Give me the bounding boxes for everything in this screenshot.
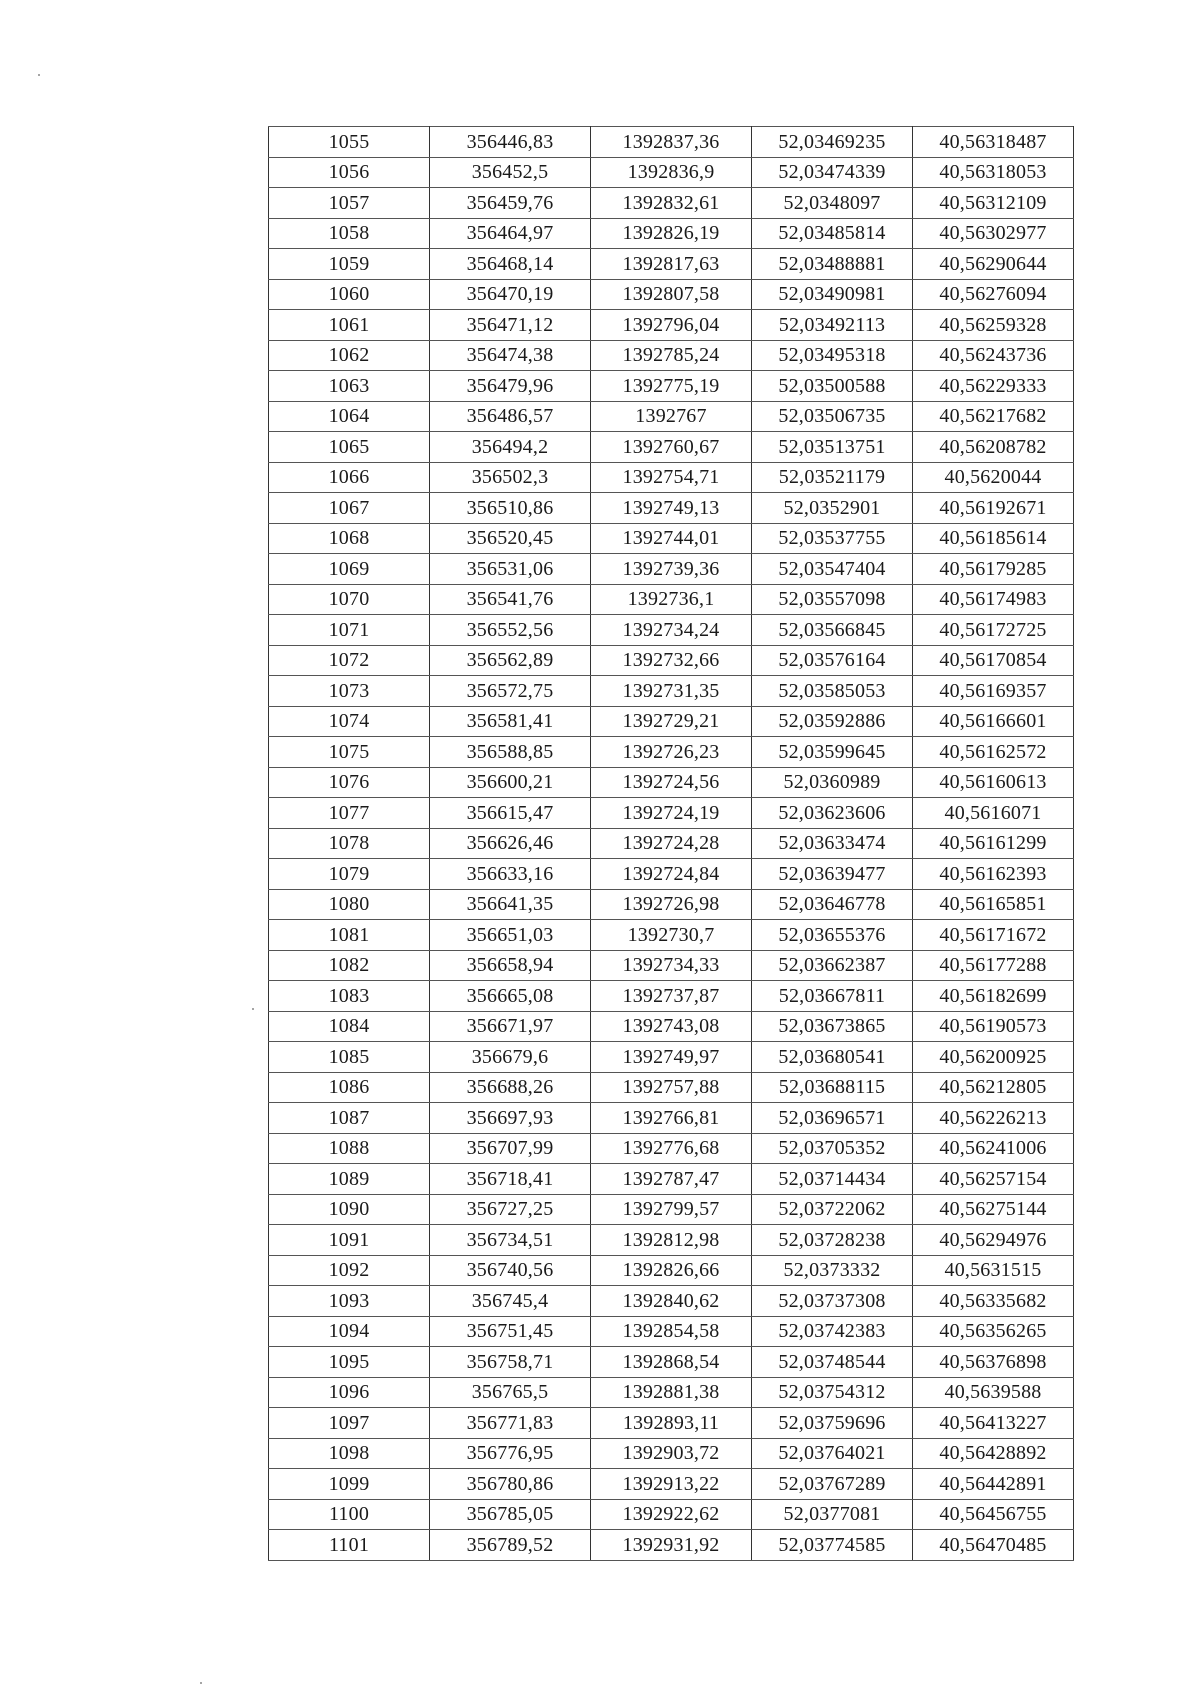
point-number-cell: 1058: [269, 218, 430, 249]
latitude-cell: 52,03506735: [752, 401, 913, 432]
latitude-cell: 52,03469235: [752, 127, 913, 158]
longitude-cell: 40,56241006: [913, 1133, 1074, 1164]
y-coordinate-cell: 1392726,98: [591, 889, 752, 920]
x-coordinate-cell: 356734,51: [430, 1225, 591, 1256]
y-coordinate-cell: 1392734,24: [591, 615, 752, 646]
table-row: [269, 859, 1074, 890]
y-coordinate-cell: 1392826,19: [591, 218, 752, 249]
coordinates-table-body: [269, 127, 1074, 1561]
y-coordinate-cell: 1392731,35: [591, 676, 752, 707]
longitude-cell: 40,56257154: [913, 1164, 1074, 1195]
latitude-cell: 52,03673865: [752, 1011, 913, 1042]
x-coordinate-cell: 356446,83: [430, 127, 591, 158]
point-number-cell: 1092: [269, 1255, 430, 1286]
point-number-cell: 1099: [269, 1469, 430, 1500]
scan-speck: [252, 1008, 254, 1010]
point-number-cell: 1057: [269, 188, 430, 219]
x-coordinate-cell: 356651,03: [430, 920, 591, 951]
point-number-cell: 1081: [269, 920, 430, 951]
table-row: [269, 1011, 1074, 1042]
y-coordinate-cell: 1392799,57: [591, 1194, 752, 1225]
point-number-cell: 1078: [269, 828, 430, 859]
latitude-cell: 52,03680541: [752, 1042, 913, 1073]
point-number-cell: 1082: [269, 950, 430, 981]
longitude-cell: 40,56356265: [913, 1316, 1074, 1347]
x-coordinate-cell: 356520,45: [430, 523, 591, 554]
latitude-cell: 52,03639477: [752, 859, 913, 890]
x-coordinate-cell: 356697,93: [430, 1103, 591, 1134]
point-number-cell: 1079: [269, 859, 430, 890]
point-number-cell: 1101: [269, 1530, 430, 1561]
longitude-cell: 40,56182699: [913, 981, 1074, 1012]
table-row: [269, 523, 1074, 554]
y-coordinate-cell: 1392931,92: [591, 1530, 752, 1561]
y-coordinate-cell: 1392787,47: [591, 1164, 752, 1195]
latitude-cell: 52,03748544: [752, 1347, 913, 1378]
latitude-cell: 52,03547404: [752, 554, 913, 585]
longitude-cell: 40,56200925: [913, 1042, 1074, 1073]
point-number-cell: 1059: [269, 249, 430, 280]
y-coordinate-cell: 1392854,58: [591, 1316, 752, 1347]
point-number-cell: 1083: [269, 981, 430, 1012]
y-coordinate-cell: 1392736,1: [591, 584, 752, 615]
latitude-cell: 52,03492113: [752, 310, 913, 341]
table-row: [269, 584, 1074, 615]
x-coordinate-cell: 356600,21: [430, 767, 591, 798]
x-coordinate-cell: 356615,47: [430, 798, 591, 829]
x-coordinate-cell: 356785,05: [430, 1499, 591, 1530]
point-number-cell: 1070: [269, 584, 430, 615]
longitude-cell: 40,56294976: [913, 1225, 1074, 1256]
table-row: [269, 950, 1074, 981]
latitude-cell: 52,03764021: [752, 1438, 913, 1469]
point-number-cell: 1089: [269, 1164, 430, 1195]
point-number-cell: 1075: [269, 737, 430, 768]
y-coordinate-cell: 1392732,66: [591, 645, 752, 676]
x-coordinate-cell: 356671,97: [430, 1011, 591, 1042]
longitude-cell: 40,56162572: [913, 737, 1074, 768]
table-row: [269, 462, 1074, 493]
latitude-cell: 52,03623606: [752, 798, 913, 829]
table-row: [269, 920, 1074, 951]
latitude-cell: 52,03767289: [752, 1469, 913, 1500]
longitude-cell: 40,56170854: [913, 645, 1074, 676]
latitude-cell: 52,03576164: [752, 645, 913, 676]
table-row: [269, 1255, 1074, 1286]
longitude-cell: 40,56162393: [913, 859, 1074, 890]
x-coordinate-cell: 356727,25: [430, 1194, 591, 1225]
latitude-cell: 52,03633474: [752, 828, 913, 859]
table-row: [269, 889, 1074, 920]
latitude-cell: 52,03490981: [752, 279, 913, 310]
y-coordinate-cell: 1392832,61: [591, 188, 752, 219]
table-row: [269, 1499, 1074, 1530]
longitude-cell: 40,56208782: [913, 432, 1074, 463]
latitude-cell: 52,03500588: [752, 371, 913, 402]
longitude-cell: 40,56160613: [913, 767, 1074, 798]
point-number-cell: 1095: [269, 1347, 430, 1378]
y-coordinate-cell: 1392729,21: [591, 706, 752, 737]
latitude-cell: 52,0360989: [752, 767, 913, 798]
point-number-cell: 1074: [269, 706, 430, 737]
x-coordinate-cell: 356765,5: [430, 1377, 591, 1408]
table-row: [269, 1408, 1074, 1439]
x-coordinate-cell: 356541,76: [430, 584, 591, 615]
longitude-cell: 40,5616071: [913, 798, 1074, 829]
longitude-cell: 40,56174983: [913, 584, 1074, 615]
latitude-cell: 52,03646778: [752, 889, 913, 920]
latitude-cell: 52,0352901: [752, 493, 913, 524]
x-coordinate-cell: 356562,89: [430, 645, 591, 676]
point-number-cell: 1087: [269, 1103, 430, 1134]
point-number-cell: 1062: [269, 340, 430, 371]
table-row: [269, 1072, 1074, 1103]
point-number-cell: 1086: [269, 1072, 430, 1103]
table-row: [269, 1225, 1074, 1256]
y-coordinate-cell: 1392744,01: [591, 523, 752, 554]
x-coordinate-cell: 356552,56: [430, 615, 591, 646]
x-coordinate-cell: 356470,19: [430, 279, 591, 310]
latitude-cell: 52,03667811: [752, 981, 913, 1012]
coordinates-table: [268, 126, 1074, 1561]
x-coordinate-cell: 356688,26: [430, 1072, 591, 1103]
x-coordinate-cell: 356474,38: [430, 340, 591, 371]
x-coordinate-cell: 356745,4: [430, 1286, 591, 1317]
table-row: [269, 798, 1074, 829]
y-coordinate-cell: 1392785,24: [591, 340, 752, 371]
latitude-cell: 52,03537755: [752, 523, 913, 554]
table-row: [269, 828, 1074, 859]
longitude-cell: 40,56302977: [913, 218, 1074, 249]
latitude-cell: 52,03495318: [752, 340, 913, 371]
x-coordinate-cell: 356510,86: [430, 493, 591, 524]
point-number-cell: 1060: [269, 279, 430, 310]
y-coordinate-cell: 1392812,98: [591, 1225, 752, 1256]
y-coordinate-cell: 1392868,54: [591, 1347, 752, 1378]
y-coordinate-cell: 1392775,19: [591, 371, 752, 402]
table-row: [269, 1103, 1074, 1134]
point-number-cell: 1080: [269, 889, 430, 920]
table-row: [269, 157, 1074, 188]
latitude-cell: 52,03655376: [752, 920, 913, 951]
x-coordinate-cell: 356776,95: [430, 1438, 591, 1469]
y-coordinate-cell: 1392922,62: [591, 1499, 752, 1530]
latitude-cell: 52,03754312: [752, 1377, 913, 1408]
x-coordinate-cell: 356486,57: [430, 401, 591, 432]
latitude-cell: 52,03759696: [752, 1408, 913, 1439]
longitude-cell: 40,56470485: [913, 1530, 1074, 1561]
longitude-cell: 40,56212805: [913, 1072, 1074, 1103]
latitude-cell: 52,0377081: [752, 1499, 913, 1530]
y-coordinate-cell: 1392817,63: [591, 249, 752, 280]
table-row: [269, 1347, 1074, 1378]
x-coordinate-cell: 356452,5: [430, 157, 591, 188]
table-row: [269, 249, 1074, 280]
point-number-cell: 1072: [269, 645, 430, 676]
table-row: [269, 279, 1074, 310]
latitude-cell: 52,03728238: [752, 1225, 913, 1256]
y-coordinate-cell: 1392724,19: [591, 798, 752, 829]
y-coordinate-cell: 1392734,33: [591, 950, 752, 981]
point-number-cell: 1065: [269, 432, 430, 463]
table-row: [269, 127, 1074, 158]
latitude-cell: 52,03474339: [752, 157, 913, 188]
latitude-cell: 52,03599645: [752, 737, 913, 768]
y-coordinate-cell: 1392903,72: [591, 1438, 752, 1469]
x-coordinate-cell: 356464,97: [430, 218, 591, 249]
latitude-cell: 52,0348097: [752, 188, 913, 219]
latitude-cell: 52,03774585: [752, 1530, 913, 1561]
table-row: [269, 371, 1074, 402]
point-number-cell: 1091: [269, 1225, 430, 1256]
longitude-cell: 40,56275144: [913, 1194, 1074, 1225]
point-number-cell: 1084: [269, 1011, 430, 1042]
longitude-cell: 40,56172725: [913, 615, 1074, 646]
longitude-cell: 40,56318053: [913, 157, 1074, 188]
y-coordinate-cell: 1392836,9: [591, 157, 752, 188]
point-number-cell: 1077: [269, 798, 430, 829]
latitude-cell: 52,03696571: [752, 1103, 913, 1134]
longitude-cell: 40,56171672: [913, 920, 1074, 951]
table-row: [269, 1438, 1074, 1469]
x-coordinate-cell: 356633,16: [430, 859, 591, 890]
x-coordinate-cell: 356471,12: [430, 310, 591, 341]
y-coordinate-cell: 1392796,04: [591, 310, 752, 341]
point-number-cell: 1073: [269, 676, 430, 707]
longitude-cell: 40,56376898: [913, 1347, 1074, 1378]
table-row: [269, 493, 1074, 524]
table-row: [269, 981, 1074, 1012]
longitude-cell: 40,56217682: [913, 401, 1074, 432]
longitude-cell: 40,56442891: [913, 1469, 1074, 1500]
y-coordinate-cell: 1392776,68: [591, 1133, 752, 1164]
table-row: [269, 401, 1074, 432]
y-coordinate-cell: 1392893,11: [591, 1408, 752, 1439]
x-coordinate-cell: 356771,83: [430, 1408, 591, 1439]
longitude-cell: 40,56243736: [913, 340, 1074, 371]
y-coordinate-cell: 1392737,87: [591, 981, 752, 1012]
latitude-cell: 52,03737308: [752, 1286, 913, 1317]
table-row: [269, 218, 1074, 249]
y-coordinate-cell: 1392881,38: [591, 1377, 752, 1408]
longitude-cell: 40,56192671: [913, 493, 1074, 524]
point-number-cell: 1090: [269, 1194, 430, 1225]
longitude-cell: 40,56318487: [913, 127, 1074, 158]
y-coordinate-cell: 1392754,71: [591, 462, 752, 493]
longitude-cell: 40,5639588: [913, 1377, 1074, 1408]
x-coordinate-cell: 356665,08: [430, 981, 591, 1012]
x-coordinate-cell: 356679,6: [430, 1042, 591, 1073]
latitude-cell: 52,03521179: [752, 462, 913, 493]
longitude-cell: 40,56312109: [913, 188, 1074, 219]
y-coordinate-cell: 1392837,36: [591, 127, 752, 158]
point-number-cell: 1093: [269, 1286, 430, 1317]
point-number-cell: 1071: [269, 615, 430, 646]
table-row: [269, 340, 1074, 371]
longitude-cell: 40,56456755: [913, 1499, 1074, 1530]
latitude-cell: 52,03722062: [752, 1194, 913, 1225]
point-number-cell: 1061: [269, 310, 430, 341]
x-coordinate-cell: 356780,86: [430, 1469, 591, 1500]
longitude-cell: 40,56229333: [913, 371, 1074, 402]
table-row: [269, 1469, 1074, 1500]
longitude-cell: 40,56161299: [913, 828, 1074, 859]
y-coordinate-cell: 1392724,56: [591, 767, 752, 798]
longitude-cell: 40,56165851: [913, 889, 1074, 920]
longitude-cell: 40,56185614: [913, 523, 1074, 554]
latitude-cell: 52,03488881: [752, 249, 913, 280]
y-coordinate-cell: 1392760,67: [591, 432, 752, 463]
latitude-cell: 52,03662387: [752, 950, 913, 981]
y-coordinate-cell: 1392749,97: [591, 1042, 752, 1073]
longitude-cell: 40,56169357: [913, 676, 1074, 707]
longitude-cell: 40,56259328: [913, 310, 1074, 341]
point-number-cell: 1097: [269, 1408, 430, 1439]
table-row: [269, 188, 1074, 219]
x-coordinate-cell: 356588,85: [430, 737, 591, 768]
x-coordinate-cell: 356459,76: [430, 188, 591, 219]
latitude-cell: 52,03742383: [752, 1316, 913, 1347]
longitude-cell: 40,56290644: [913, 249, 1074, 280]
y-coordinate-cell: 1392730,7: [591, 920, 752, 951]
latitude-cell: 52,0373332: [752, 1255, 913, 1286]
latitude-cell: 52,03557098: [752, 584, 913, 615]
y-coordinate-cell: 1392724,28: [591, 828, 752, 859]
latitude-cell: 52,03566845: [752, 615, 913, 646]
table-row: [269, 706, 1074, 737]
longitude-cell: 40,56177288: [913, 950, 1074, 981]
longitude-cell: 40,5620044: [913, 462, 1074, 493]
point-number-cell: 1096: [269, 1377, 430, 1408]
y-coordinate-cell: 1392757,88: [591, 1072, 752, 1103]
x-coordinate-cell: 356626,46: [430, 828, 591, 859]
table-row: [269, 1164, 1074, 1195]
table-row: [269, 1316, 1074, 1347]
point-number-cell: 1066: [269, 462, 430, 493]
x-coordinate-cell: 356494,2: [430, 432, 591, 463]
point-number-cell: 1068: [269, 523, 430, 554]
point-number-cell: 1076: [269, 767, 430, 798]
point-number-cell: 1055: [269, 127, 430, 158]
x-coordinate-cell: 356718,41: [430, 1164, 591, 1195]
x-coordinate-cell: 356658,94: [430, 950, 591, 981]
longitude-cell: 40,56413227: [913, 1408, 1074, 1439]
table-row: [269, 1286, 1074, 1317]
table-row: [269, 1377, 1074, 1408]
longitude-cell: 40,56166601: [913, 706, 1074, 737]
x-coordinate-cell: 356751,45: [430, 1316, 591, 1347]
latitude-cell: 52,03485814: [752, 218, 913, 249]
table-row: [269, 1133, 1074, 1164]
x-coordinate-cell: 356479,96: [430, 371, 591, 402]
point-number-cell: 1098: [269, 1438, 430, 1469]
y-coordinate-cell: 1392766,81: [591, 1103, 752, 1134]
table-row: [269, 432, 1074, 463]
latitude-cell: 52,03688115: [752, 1072, 913, 1103]
y-coordinate-cell: 1392826,66: [591, 1255, 752, 1286]
point-number-cell: 1088: [269, 1133, 430, 1164]
table-row: [269, 767, 1074, 798]
table-row: [269, 645, 1074, 676]
scan-speck: [200, 1682, 202, 1684]
longitude-cell: 40,56428892: [913, 1438, 1074, 1469]
point-number-cell: 1100: [269, 1499, 430, 1530]
point-number-cell: 1056: [269, 157, 430, 188]
table-row: [269, 1194, 1074, 1225]
table-row: [269, 615, 1074, 646]
y-coordinate-cell: 1392749,13: [591, 493, 752, 524]
latitude-cell: 52,03714434: [752, 1164, 913, 1195]
longitude-cell: 40,56226213: [913, 1103, 1074, 1134]
longitude-cell: 40,56335682: [913, 1286, 1074, 1317]
point-number-cell: 1069: [269, 554, 430, 585]
y-coordinate-cell: 1392913,22: [591, 1469, 752, 1500]
y-coordinate-cell: 1392743,08: [591, 1011, 752, 1042]
latitude-cell: 52,03705352: [752, 1133, 913, 1164]
y-coordinate-cell: 1392724,84: [591, 859, 752, 890]
y-coordinate-cell: 1392739,36: [591, 554, 752, 585]
table-row: [269, 554, 1074, 585]
latitude-cell: 52,03585053: [752, 676, 913, 707]
table-row: [269, 310, 1074, 341]
x-coordinate-cell: 356707,99: [430, 1133, 591, 1164]
table-row: [269, 1042, 1074, 1073]
point-number-cell: 1067: [269, 493, 430, 524]
y-coordinate-cell: 1392807,58: [591, 279, 752, 310]
latitude-cell: 52,03592886: [752, 706, 913, 737]
point-number-cell: 1085: [269, 1042, 430, 1073]
x-coordinate-cell: 356572,75: [430, 676, 591, 707]
x-coordinate-cell: 356789,52: [430, 1530, 591, 1561]
x-coordinate-cell: 356581,41: [430, 706, 591, 737]
table-row: [269, 737, 1074, 768]
point-number-cell: 1094: [269, 1316, 430, 1347]
longitude-cell: 40,56179285: [913, 554, 1074, 585]
longitude-cell: 40,56190573: [913, 1011, 1074, 1042]
latitude-cell: 52,03513751: [752, 432, 913, 463]
x-coordinate-cell: 356468,14: [430, 249, 591, 280]
x-coordinate-cell: 356531,06: [430, 554, 591, 585]
longitude-cell: 40,56276094: [913, 279, 1074, 310]
scan-speck: [38, 74, 40, 76]
longitude-cell: 40,5631515: [913, 1255, 1074, 1286]
table-row: [269, 1530, 1074, 1561]
point-number-cell: 1064: [269, 401, 430, 432]
y-coordinate-cell: 1392726,23: [591, 737, 752, 768]
y-coordinate-cell: 1392767: [591, 401, 752, 432]
x-coordinate-cell: 356641,35: [430, 889, 591, 920]
table-row: [269, 676, 1074, 707]
x-coordinate-cell: 356502,3: [430, 462, 591, 493]
x-coordinate-cell: 356758,71: [430, 1347, 591, 1378]
x-coordinate-cell: 356740,56: [430, 1255, 591, 1286]
y-coordinate-cell: 1392840,62: [591, 1286, 752, 1317]
point-number-cell: 1063: [269, 371, 430, 402]
